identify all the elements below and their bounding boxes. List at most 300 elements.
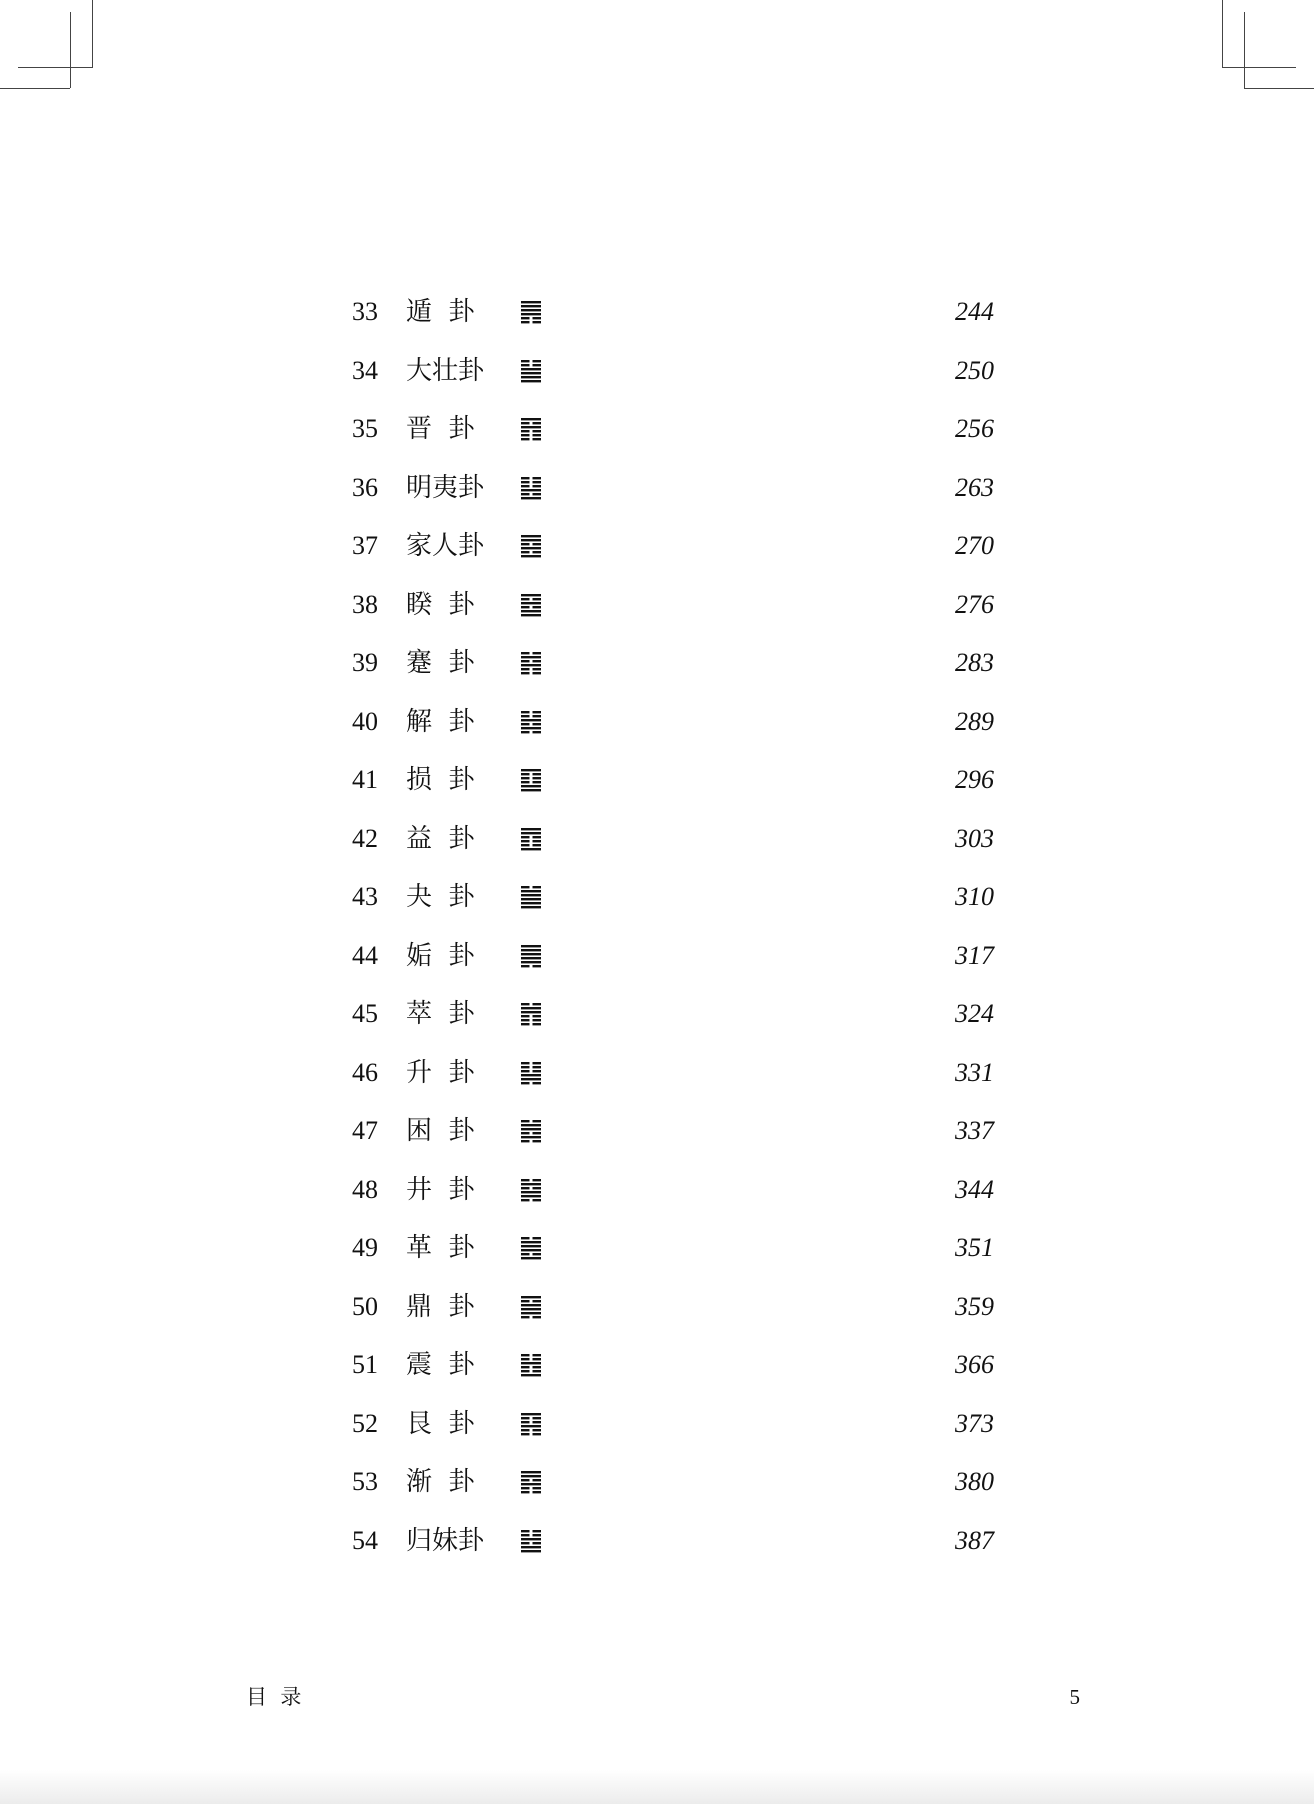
hexagram-icon xyxy=(520,710,544,734)
toc-entry-title: 夬 卦 xyxy=(406,882,475,912)
hexagram-yang-line xyxy=(521,769,541,771)
hexagram-yang-line xyxy=(521,785,541,787)
hexagram-yang-line xyxy=(521,426,541,428)
hexagram-yin-line-right xyxy=(533,1530,542,1532)
toc-entry-number: 45 xyxy=(352,999,378,1028)
toc-entry[interactable] xyxy=(0,1226,1314,1270)
toc-entry-page: 324 xyxy=(955,999,994,1028)
hexagram-yang-line xyxy=(521,368,541,370)
hexagram-yang-line xyxy=(521,1550,541,1552)
hexagram-yin-line-right xyxy=(533,1479,542,1481)
hexagram-yin-line-right xyxy=(533,438,542,440)
hexagram-yin-line-right xyxy=(533,360,542,362)
toc-entry[interactable] xyxy=(0,1460,1314,1504)
hexagram-yin-line-right xyxy=(533,1421,542,1423)
hexagram-yin-line-right xyxy=(533,1429,542,1431)
hexagram-yin-line-left xyxy=(521,1132,530,1134)
toc-entry-page: 276 xyxy=(955,589,994,619)
hexagram-yin-line-left xyxy=(521,660,530,662)
hexagram-yin-line-right xyxy=(533,1062,542,1064)
hexagram-yin-line-left xyxy=(521,1421,530,1423)
hexagram-yin-line-left xyxy=(521,773,530,775)
crop-mark-top-left-vertical xyxy=(70,12,71,88)
hexagram-yang-line xyxy=(521,1483,541,1485)
toc-entry[interactable] xyxy=(0,1343,1314,1387)
toc-entry-page: 366 xyxy=(955,1350,994,1379)
toc-entry-number: 47 xyxy=(352,1116,378,1145)
hexagram-yin-line-right xyxy=(533,711,542,713)
toc-entry[interactable] xyxy=(0,290,1314,334)
hexagram-yin-line-left xyxy=(521,1082,530,1084)
hexagram-yin-line-left xyxy=(521,477,530,479)
toc-entry-number: 43 xyxy=(352,882,378,911)
hexagram-yin-line-right xyxy=(533,773,542,775)
toc-entry-number: 35 xyxy=(352,414,378,443)
hexagram-yang-line xyxy=(521,489,541,491)
toc-entry-title: 解 卦 xyxy=(406,706,475,737)
hexagram-yin-line-left xyxy=(521,1487,530,1489)
hexagram-yang-line xyxy=(521,953,541,955)
hexagram-yin-line-left xyxy=(521,1479,530,1481)
toc-entry-page: 283 xyxy=(955,648,994,677)
hexagram-yin-line-right xyxy=(533,1140,542,1142)
hexagram-yin-line-left xyxy=(521,551,530,553)
hexagram-yin-line-right xyxy=(533,364,542,366)
hexagram-yin-line-left xyxy=(521,711,530,713)
crop-mark-top-right-vertical-inner xyxy=(1222,0,1223,68)
hexagram-yin-line-left xyxy=(521,668,530,670)
toc-entry[interactable] xyxy=(0,407,1314,451)
toc-entry-title: 损 卦 xyxy=(406,765,475,795)
hexagram-yang-line xyxy=(521,614,541,616)
hexagram-yin-line-left xyxy=(521,598,530,600)
hexagram-icon xyxy=(520,417,544,441)
hexagram-icon xyxy=(520,768,544,792)
hexagram-yin-line-left xyxy=(521,422,530,424)
toc-entry-number: 36 xyxy=(352,472,378,502)
hexagram-yin-line-left xyxy=(521,777,530,779)
hexagram-yin-line-right xyxy=(533,606,542,608)
hexagram-yin-line-left xyxy=(521,1179,530,1181)
hexagram-yin-line-right xyxy=(533,1542,542,1544)
toc-entry[interactable] xyxy=(0,1109,1314,1153)
crop-mark-top-left-vertical-inner xyxy=(92,0,93,68)
toc-entry-title: 晋 卦 xyxy=(406,414,475,444)
hexagram-yin-line-right xyxy=(533,1023,542,1025)
toc-entry[interactable] xyxy=(0,875,1314,919)
hexagram-yin-line-left xyxy=(521,1003,530,1005)
toc-entry-page: 303 xyxy=(955,823,994,853)
hexagram-icon xyxy=(520,1295,544,1319)
hexagram-yin-line-left xyxy=(521,781,530,783)
hexagram-yin-line-right xyxy=(533,1354,542,1356)
toc-entry[interactable] xyxy=(0,583,1314,627)
hexagram-yin-line-right xyxy=(533,1132,542,1134)
hexagram-yin-line-left xyxy=(521,1433,530,1435)
hexagram-yin-line-right xyxy=(533,1253,542,1255)
hexagram-yin-line-right xyxy=(533,1366,542,1368)
toc-entry-number: 38 xyxy=(352,589,378,619)
hexagram-yang-line xyxy=(521,1183,541,1185)
hexagram-yang-line xyxy=(521,945,541,947)
hexagram-yang-line xyxy=(521,555,541,557)
toc-entry[interactable] xyxy=(0,524,1314,568)
hexagram-yin-line-left xyxy=(521,1070,530,1072)
hexagram-yang-line xyxy=(521,1374,541,1376)
toc-entry-title: 遁 卦 xyxy=(406,297,475,327)
toc-entry-page: 317 xyxy=(955,940,994,970)
hexagram-yin-line-left xyxy=(521,1019,530,1021)
hexagram-yang-line xyxy=(521,1425,541,1427)
hexagram-yang-line xyxy=(521,1362,541,1364)
toc-entry-page: 380 xyxy=(955,1467,994,1496)
hexagram-yin-line-right xyxy=(533,672,542,674)
hexagram-yang-line xyxy=(521,301,541,303)
hexagram-yin-line-right xyxy=(533,477,542,479)
hexagram-yin-line-right xyxy=(533,1358,542,1360)
running-footer-title: 目 录 xyxy=(246,1685,302,1709)
toc-entry-number: 41 xyxy=(352,765,378,794)
toc-entry-number: 53 xyxy=(352,1467,378,1496)
hexagram-yin-line-right xyxy=(533,660,542,662)
hexagram-icon xyxy=(520,593,544,617)
hexagram-yang-line xyxy=(521,1413,541,1415)
toc-entry-title: 鼎 卦 xyxy=(406,1291,475,1322)
hexagram-yang-line xyxy=(521,957,541,959)
toc-entry-title: 益 卦 xyxy=(406,823,475,854)
hexagram-icon xyxy=(520,1061,544,1085)
hexagram-yang-line xyxy=(521,906,541,908)
hexagram-yin-line-left xyxy=(521,1491,530,1493)
hexagram-yin-line-right xyxy=(533,1199,542,1201)
page-number: 5 xyxy=(1069,1685,1080,1709)
hexagram-yang-line xyxy=(521,1257,541,1259)
hexagram-yang-line xyxy=(521,539,541,541)
hexagram-yang-line xyxy=(521,535,541,537)
hexagram-yin-line-left xyxy=(521,493,530,495)
hexagram-icon xyxy=(520,359,544,383)
toc-entry-page: 351 xyxy=(955,1233,994,1262)
hexagram-yin-line-right xyxy=(533,781,542,783)
hexagram-yin-line-left xyxy=(521,321,530,323)
hexagram-yin-line-left xyxy=(521,836,530,838)
toc-entry[interactable] xyxy=(0,817,1314,861)
hexagram-yin-line-right xyxy=(533,1487,542,1489)
hexagram-yin-line-left xyxy=(521,1316,530,1318)
hexagram-yin-line-right xyxy=(533,886,542,888)
hexagram-yin-line-right xyxy=(533,485,542,487)
toc-entry-number: 33 xyxy=(352,297,378,326)
toc-entry-page: 331 xyxy=(955,1057,994,1087)
hexagram-yang-line xyxy=(521,848,541,850)
hexagram-yin-line-right xyxy=(533,1187,542,1189)
hexagram-yin-line-left xyxy=(521,1120,530,1122)
toc-entry[interactable] xyxy=(0,1051,1314,1095)
hexagram-yin-line-right xyxy=(533,1015,542,1017)
hexagram-yang-line xyxy=(521,1191,541,1193)
hexagram-yang-line xyxy=(521,894,541,896)
toc-entry[interactable] xyxy=(0,349,1314,393)
hexagram-yang-line xyxy=(521,898,541,900)
toc-entry-page: 244 xyxy=(955,297,994,326)
hexagram-yin-line-right xyxy=(533,543,542,545)
toc-entry[interactable] xyxy=(0,641,1314,685)
hexagram-yang-line xyxy=(521,1546,541,1548)
hexagram-yang-line xyxy=(521,664,541,666)
hexagram-yin-line-left xyxy=(521,1530,530,1532)
hexagram-yang-line xyxy=(521,949,541,951)
hexagram-icon xyxy=(520,1412,544,1436)
hexagram-yin-line-right xyxy=(533,1082,542,1084)
hexagram-yang-line xyxy=(521,1195,541,1197)
hexagram-yin-line-left xyxy=(521,652,530,654)
toc-entry-page: 337 xyxy=(955,1116,994,1145)
hexagram-yin-line-right xyxy=(533,1070,542,1072)
toc-entry-number: 51 xyxy=(352,1350,378,1379)
hexagram-yang-line xyxy=(521,1136,541,1138)
hexagram-yang-line xyxy=(521,313,541,315)
hexagram-yin-line-right xyxy=(533,1120,542,1122)
toc-entry-number: 52 xyxy=(352,1408,378,1438)
hexagram-yin-line-right xyxy=(533,1003,542,1005)
hexagram-yin-line-left xyxy=(521,723,530,725)
toc-entry-title: 升 卦 xyxy=(406,1057,475,1088)
hexagram-yin-line-right xyxy=(533,1534,542,1536)
hexagram-yin-line-right xyxy=(533,321,542,323)
hexagram-yang-line xyxy=(521,305,541,307)
hexagram-yang-line xyxy=(521,1241,541,1243)
hexagram-yang-line xyxy=(521,309,541,311)
hexagram-icon xyxy=(520,651,544,675)
hexagram-yang-line xyxy=(521,376,541,378)
hexagram-yang-line xyxy=(521,594,541,596)
hexagram-yin-line-right xyxy=(533,1417,542,1419)
hexagram-yin-line-left xyxy=(521,1140,530,1142)
hexagram-yin-line-left xyxy=(521,430,530,432)
toc-entry-number: 50 xyxy=(352,1291,378,1321)
toc-entry[interactable] xyxy=(0,1519,1314,1563)
hexagram-yin-line-left xyxy=(521,1237,530,1239)
hexagram-yin-line-right xyxy=(533,668,542,670)
crop-mark-top-right-horizontal xyxy=(1244,88,1314,89)
hexagram-yin-line-right xyxy=(533,493,542,495)
hexagram-icon xyxy=(520,1178,544,1202)
hexagram-yin-line-right xyxy=(533,715,542,717)
hexagram-yin-line-right xyxy=(533,844,542,846)
toc-entry-page: 373 xyxy=(955,1408,994,1438)
hexagram-yin-line-right xyxy=(533,1316,542,1318)
toc-entry-title: 家人卦 xyxy=(406,531,485,561)
toc-entry-page: 263 xyxy=(955,472,994,502)
hexagram-icon xyxy=(520,885,544,909)
toc-entry[interactable] xyxy=(0,466,1314,510)
crop-mark-top-left-horizontal-inner xyxy=(18,67,92,68)
hexagram-yin-line-left xyxy=(521,715,530,717)
toc-entry-page: 359 xyxy=(955,1291,994,1321)
toc-entry-number: 40 xyxy=(352,706,378,736)
toc-entry-page: 387 xyxy=(955,1525,994,1555)
hexagram-yin-line-left xyxy=(521,1023,530,1025)
hexagram-yin-line-right xyxy=(533,598,542,600)
hexagram-icon xyxy=(520,1236,544,1260)
hexagram-icon xyxy=(520,827,544,851)
crop-mark-top-left-horizontal xyxy=(0,88,70,89)
toc-entry-page: 256 xyxy=(955,414,994,443)
toc-entry-title: 大壮卦 xyxy=(406,355,485,386)
hexagram-yang-line xyxy=(521,418,541,420)
hexagram-yin-line-right xyxy=(533,1066,542,1068)
toc-entry-title: 归妹卦 xyxy=(406,1525,485,1556)
hexagram-yang-line xyxy=(521,890,541,892)
crop-mark-top-right-horizontal-inner xyxy=(1222,67,1296,68)
hexagram-yang-line xyxy=(521,832,541,834)
hexagram-yang-line xyxy=(521,1538,541,1540)
hexagram-yin-line-left xyxy=(521,317,530,319)
hexagram-yin-line-left xyxy=(521,360,530,362)
toc-entry-title: 姤 卦 xyxy=(406,940,475,971)
hexagram-yin-line-right xyxy=(533,652,542,654)
hexagram-yang-line xyxy=(521,1074,541,1076)
hexagram-yang-line xyxy=(521,1245,541,1247)
crop-mark-top-right-vertical xyxy=(1244,12,1245,88)
hexagram-yang-line xyxy=(521,1471,541,1473)
hexagram-yin-line-right xyxy=(533,1179,542,1181)
hexagram-icon xyxy=(520,1002,544,1026)
hexagram-yang-line xyxy=(521,1007,541,1009)
hexagram-yin-line-right xyxy=(533,422,542,424)
toc-entry[interactable] xyxy=(0,934,1314,978)
toc-entry-number: 42 xyxy=(352,823,378,853)
hexagram-icon xyxy=(520,944,544,968)
hexagram-yin-line-right xyxy=(533,434,542,436)
hexagram-icon xyxy=(520,1470,544,1494)
hexagram-yin-line-left xyxy=(521,1300,530,1302)
hexagram-yang-line xyxy=(521,547,541,549)
hexagram-icon xyxy=(520,1529,544,1553)
toc-entry-title: 困 卦 xyxy=(406,1116,475,1146)
hexagram-yin-line-left xyxy=(521,364,530,366)
toc-entry[interactable] xyxy=(0,1285,1314,1329)
hexagram-yang-line xyxy=(521,727,541,729)
hexagram-yang-line xyxy=(521,1308,541,1310)
hexagram-yang-line xyxy=(521,902,541,904)
toc-entry-page: 344 xyxy=(955,1174,994,1204)
hexagram-yang-line xyxy=(521,1475,541,1477)
hexagram-yin-line-left xyxy=(521,1199,530,1201)
toc-entry-title: 明夷卦 xyxy=(406,472,485,503)
toc-entry[interactable] xyxy=(0,1402,1314,1446)
hexagram-yin-line-right xyxy=(533,836,542,838)
hexagram-yin-line-right xyxy=(533,1019,542,1021)
hexagram-icon xyxy=(520,476,544,500)
hexagram-yin-line-left xyxy=(521,1015,530,1017)
toc-entry-page: 270 xyxy=(955,531,994,560)
toc-entry-title: 睽 卦 xyxy=(406,589,475,620)
hexagram-yang-line xyxy=(521,1124,541,1126)
hexagram-yang-line xyxy=(521,1078,541,1080)
toc-entry-page: 296 xyxy=(955,765,994,794)
toc-entry[interactable] xyxy=(0,1168,1314,1212)
toc-entry-number: 44 xyxy=(352,940,378,970)
hexagram-yin-line-left xyxy=(521,438,530,440)
hexagram-yang-line xyxy=(521,602,541,604)
hexagram-icon xyxy=(520,1353,544,1377)
hexagram-yin-line-left xyxy=(521,1429,530,1431)
hexagram-yin-line-left xyxy=(521,965,530,967)
hexagram-yin-line-left xyxy=(521,485,530,487)
hexagram-yin-line-right xyxy=(533,731,542,733)
hexagram-yang-line xyxy=(521,497,541,499)
hexagram-yang-line xyxy=(521,1249,541,1251)
hexagram-yin-line-left xyxy=(521,1358,530,1360)
hexagram-yin-line-left xyxy=(521,606,530,608)
hexagram-yang-line xyxy=(521,380,541,382)
toc-entry-title: 渐 卦 xyxy=(406,1467,475,1497)
hexagram-yin-line-left xyxy=(521,1187,530,1189)
toc-entry-number: 54 xyxy=(352,1525,378,1555)
hexagram-yin-line-right xyxy=(533,723,542,725)
hexagram-yang-line xyxy=(521,961,541,963)
hexagram-yang-line xyxy=(521,1128,541,1130)
hexagram-yin-line-left xyxy=(521,481,530,483)
toc-entry-page: 289 xyxy=(955,706,994,736)
hexagram-yang-line xyxy=(521,719,541,721)
hexagram-yang-line xyxy=(521,656,541,658)
hexagram-yin-line-left xyxy=(521,1066,530,1068)
hexagram-yin-line-right xyxy=(533,430,542,432)
hexagram-yin-line-left xyxy=(521,1062,530,1064)
hexagram-yin-line-right xyxy=(533,840,542,842)
hexagram-yin-line-right xyxy=(533,317,542,319)
hexagram-yang-line xyxy=(521,1296,541,1298)
toc-entry[interactable] xyxy=(0,700,1314,744)
toc-entry-number: 34 xyxy=(352,355,378,385)
hexagram-yang-line xyxy=(521,828,541,830)
hexagram-yang-line xyxy=(521,610,541,612)
hexagram-icon xyxy=(520,1119,544,1143)
hexagram-yin-line-left xyxy=(521,672,530,674)
hexagram-yin-line-right xyxy=(533,551,542,553)
hexagram-yin-line-left xyxy=(521,886,530,888)
hexagram-yang-line xyxy=(521,789,541,791)
hexagram-yin-line-right xyxy=(533,1370,542,1372)
hexagram-yin-line-right xyxy=(533,965,542,967)
hexagram-yang-line xyxy=(521,372,541,374)
hexagram-yin-line-left xyxy=(521,1370,530,1372)
toc-entry-number: 48 xyxy=(352,1174,378,1204)
hexagram-yin-line-right xyxy=(533,1433,542,1435)
hexagram-yin-line-left xyxy=(521,844,530,846)
toc-entry[interactable] xyxy=(0,992,1314,1036)
hexagram-yin-line-left xyxy=(521,1417,530,1419)
hexagram-yin-line-right xyxy=(533,1491,542,1493)
toc-entry-number: 49 xyxy=(352,1233,378,1262)
toc-entry[interactable] xyxy=(0,758,1314,802)
hexagram-yin-line-right xyxy=(533,1237,542,1239)
toc-entry-title: 震 卦 xyxy=(406,1350,475,1380)
hexagram-icon xyxy=(520,300,544,324)
hexagram-yang-line xyxy=(521,1011,541,1013)
hexagram-yin-line-left xyxy=(521,1534,530,1536)
page-bottom-shading xyxy=(0,1770,1314,1804)
hexagram-yin-line-left xyxy=(521,1366,530,1368)
toc-entry-page: 250 xyxy=(955,355,994,385)
toc-entry-title: 革 卦 xyxy=(406,1233,475,1263)
hexagram-yin-line-left xyxy=(521,1354,530,1356)
hexagram-yin-line-left xyxy=(521,434,530,436)
toc-entry-title: 萃 卦 xyxy=(406,999,475,1029)
hexagram-yin-line-right xyxy=(533,1300,542,1302)
